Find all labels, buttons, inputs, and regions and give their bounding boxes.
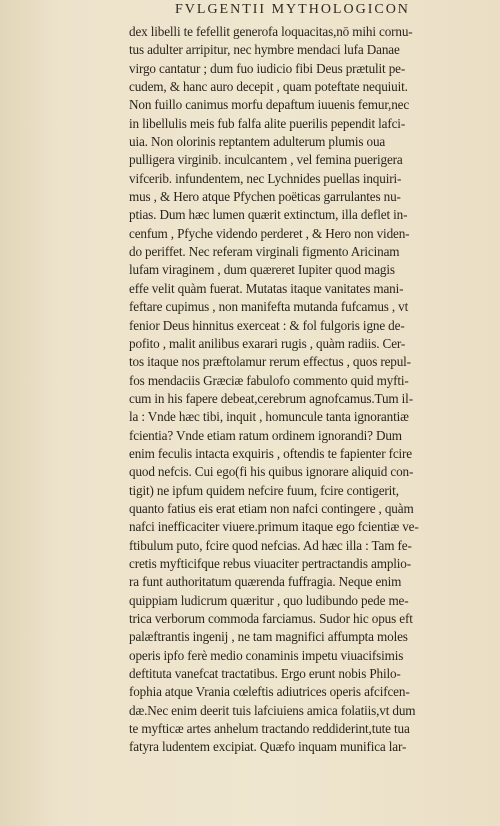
text-line: cretis myfticifque rebus viuaciter pertractandis amplio- [129, 555, 411, 571]
text-line: fophia atque Vrania cœleftis adiutrices operis afcifcen- [129, 684, 410, 700]
text-line: enim feculis intacta exquiris , oftendis te fapienter fcire [129, 445, 412, 461]
text-line: cum in his fapere debeat,cerebrum agnofcamus.Tum il- [129, 390, 413, 406]
running-head: FVLGENTII MYTHOLOGICON [175, 2, 410, 17]
text-line: fos mendaciis Græciæ fabulofo commento quid myfti- [129, 372, 409, 388]
text-line: in libellulis meis fub falfa alite puerilis pependit lafci- [129, 115, 406, 131]
text-line: ptias. Dum hæc lumen quærit extinctum, illa deflet in- [129, 207, 408, 223]
text-line: fcientia? Vnde etiam ratum ordinem ignorandi? Dum [129, 427, 402, 443]
text-line: lufam viraginem , dum quæreret Iupiter quod magis [129, 262, 395, 278]
body-text [129, 23, 464, 757]
text-line: vifcerib. infundentem, nec Lychnides puellas inquiri- [129, 170, 402, 186]
text-line: ra funt authoritatum quærenda fuffragia. Neque enim [129, 574, 402, 590]
text-line: nafci inefficaciter viuere.primum itaque ego fcientiæ ve- [129, 519, 419, 535]
text-line: palæftrantis ingenij , ne tam magnifici affumpta moles [129, 629, 408, 645]
text-line: dæ.Nec enim deerit tuis lafciuiens amica folatiis,vt dum [129, 702, 416, 718]
text-line: te myfticæ artes anhelum tractando reddiderint,tute tua [129, 721, 410, 737]
text-line: cenfum , Pfyche videndo perderet , & Hero non viden- [129, 225, 410, 241]
text-line: cudem, & hanc auro decepit , quam poteftate nequiuit. [129, 79, 408, 95]
text-line: tos itaque nos præftolamur rerum effectus , quos repul- [129, 354, 411, 370]
text-line: tus adulter arripitur, nec hymbre mendaci lufa Danae [129, 42, 400, 58]
text-line: uia. Non olorinis reptantem adulterum plumis oua [129, 134, 386, 150]
text-line: Non fuillo canimus morfu depaftum iuuenis femur,nec [129, 97, 410, 113]
text-line: trica verborum commoda farciamus. Sudor hic opus eft [129, 611, 413, 626]
text-line: tigit) ne ipfum quidem nefcire fuum, fcire contigerit, [129, 482, 399, 498]
text-line: pulligera virginib. inculcantem , vel femina puerigera [129, 152, 403, 168]
text-line: effe velit quàm fuerat. Mutatas itaque vanitates mani- [129, 280, 404, 296]
text-line: quod nefcis. Cui ego(fi his quibus ignorare aliquid con- [129, 464, 414, 480]
text-line: ftibulum puto, fcire quod nefcias. Ad hæc illa : Tam fe- [129, 537, 412, 553]
text-line: la : Vnde hæc tibi, inquit , homuncule tanta ignorantiæ [129, 409, 409, 425]
text-line: fatyra ludentem excipiat. Quæfo inquam munifica lar- [129, 739, 407, 755]
text-line: operis ipfo ferè medio conaminis impetu viuacifsimis [129, 647, 404, 663]
text-line: dex libelli te fefellit generofa loquacitas,nō mihi cornu- [129, 24, 413, 39]
text-line: fenior Deus hinnitus exerceat : & fol fulgoris igne de- [129, 317, 405, 333]
text-line: do periffet. Nec referam virginali figmento Aricinam [129, 244, 400, 260]
text-line: feftare cupimus , non manifefta mutanda fufcamus , vt [129, 299, 409, 315]
text-line: quanto fatius eis erat etiam non nafci contingere , quàm [129, 500, 414, 516]
text-line: pofito , malit anilibus exarari rugis , quàm radiis. Cer- [129, 335, 406, 351]
text-line: quippiam ludicrum quæritur , quo ludibundo pede me- [129, 592, 409, 608]
text-line: mus , & Hero atque Pfychen poëticas garrulantes nu- [129, 189, 401, 205]
text-line: virgo cantatur ; dum fuo iudicio fibi Deus prætulit pe- [129, 60, 406, 76]
text-line: deftituta vanefcat tractatibus. Ergo erunt nobis Philo- [129, 666, 401, 682]
